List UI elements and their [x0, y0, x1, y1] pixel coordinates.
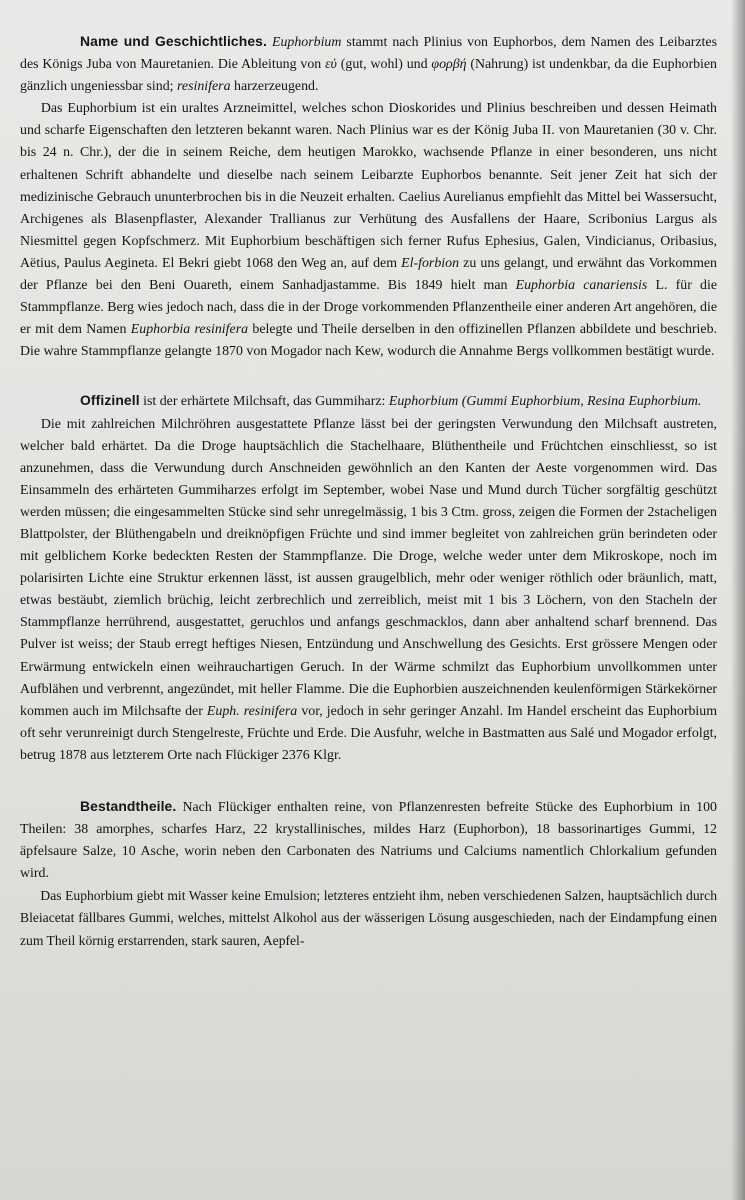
text: stammt nach Plinius von Euphorbos, dem Namen des Leibarztes des Königs Juba von Mauretanien. Die Ableitung von: [20, 35, 717, 73]
paragraph: [20, 30, 717, 98]
section-offizinell: [20, 389, 717, 767]
text-italic: Euphorbia canariensis: [515, 278, 648, 294]
text: Das Euphorbium ist ein uraltes Arzneimittel, welches schon Dioskorides und Plinius beschreiben und dessen Heimath und scharfe Eigenschaften den letzteren bekannt waren. Nach Plinius war es der König Juba II. von Mauretanien (30 v. Chr. bis 24 n. Chr.), der die in seinem Reiche, dem heutigen Marokko, wachsende Pflanze in einer besonderen, uns nicht erhaltenen Schrift abhandelte und dieselbe nach seinem Leibarzte Euphorbos benannte. Seit jener Zeit hat sich der medizinische Gebrauch ununterbrochen bis in die Neuzeit erhalten. Caelius Aurelianus empfiehlt das Mittel bei Wassersucht, Archigenes als Blasenpflaster, Alexander Trallianus zur Verhütung des Ausfallens der Haare, Scribonius Largus als Niesmittel gegen Kopfschmerz. Mit Euphorbium beschäftigen sich ferner Rufus Ephesius, Galen, Vindicianus, Oribasius, Aëtius, Paulus Aegineta. El Bekri giebt 1068 den Weg an, auf dem: [20, 101, 717, 271]
paragraph: [20, 389, 717, 413]
text: (gut, wohl) und: [336, 57, 432, 73]
text-italic: El-forbion: [401, 255, 460, 271]
section-heading: Offizinell: [80, 392, 140, 409]
text: ist der erhärtete Milchsaft, das Gummiharz:: [139, 394, 389, 410]
text-italic: resinifera: [177, 79, 231, 95]
section-heading: Name und Geschichtliches.: [80, 33, 267, 49]
text: Nach Flückiger enthalten reine, von Pflanzenresten befreite Stücke des Euphorbium in 100 Theilen: 38 amorphes, scharfes Harz, 22 krystallinisches, mildes Harz (Euphorbon), 18 bassorinartiges Gummi, 12 äpfelsaure Salze, 10 Asche, worin neben den Carbonaten des Natriums und Calciums namentlich Chlorkalium gefunden wird.: [20, 800, 717, 882]
text-greek: φορβή: [431, 57, 467, 73]
section-bestandtheile: [20, 795, 717, 952]
text: harzerzeugend.: [230, 79, 319, 95]
section-heading: Bestandtheile.: [80, 798, 177, 814]
text-greek: εὐ: [325, 57, 337, 73]
text: Das Euphorbium giebt mit Wasser keine Emulsion; letzteres entzieht ihm, neben verschiedenen Salzen, hauptsächlich durch Bleiacetat fällbares Gummi, welches, mittelst Alkohol aus der wässerigen Lösung ausgeschieden, nach der Eindampfung einen zum Theil körnig erstarrenden, stark sauren, Aepfel-: [20, 888, 717, 948]
text: Die mit zahlreichen Milchröhren ausgestattete Pflanze lässt bei der geringsten Verwundung den Milchsaft austreten, welcher bald erhärtet. Da die Droge hauptsächlich die Stachelhaare, Blüthentheile und Früchtchen einschliesst, so ist anzunehmen, dass die Verwundung durch Anschneiden gewöhnlich an den Kanten der Aeste vorgenommen wird. Das Einsammeln des erhärteten Gummiharzes erfolgt im September, wobei Nase und Mund durch Tücher sorgfältig geschützt werden müssen; die eingesammelten Stücke sind sehr unregelmässig, 1 bis 3 Ctm. gross, zeigen die Formen der 2stacheligen Blattpolster, der Blüthengabeln und dreiknöpfigen Früchte und sind immer begleitet von zahlreichen grün berindeten oder mit gelblichem Korke bedeckten Resten der Stammpflanze. Die Droge, welche weder unter dem Mikroskope, noch im polarisirten Lichte eine Struktur erkennen lässt, ist aussen graugelblich, mehr oder weniger röthlich oder bräunlich, matt, etwas bestäubt, ziemlich brüchig, leicht zerbrechlich und zerreiblich, meist mit 1 bis 3 Löchern, von den Stacheln der Stammpflanze herrührend, ausgestattet, geruchlos und anfangs geschmacklos, dann aber anhaltend scharf brennend. Das Pulver ist weiss; der Staub erregt heftiges Niesen, Entzündung und Anschwellung des Gesichts. Erst grössere Mengen oder Erwärmung entwickeln einen weihrauchartigen Geruch. In der Wärme schmilzt das Euphorbium unvollkommen unter Aufblähen und verbrennt, angezündet, mit heller Flamme. Die die Euphorbien auszeichnenden keulenförmigen Stärkekörner kommen auch im Milchsafte der: [20, 416, 717, 719]
text-italic: Euph. resinifera: [206, 703, 298, 719]
paragraph: [20, 98, 717, 363]
paragraph: [20, 414, 717, 768]
section-name-und-geschichtliches: [20, 30, 717, 363]
text-italic: Euphorbium: [271, 35, 342, 50]
text-italic: Euphorbium (Gummi Euphorbium, Resina Euphorbium.: [388, 394, 702, 410]
text: vor, jedoch in sehr geringer Anzahl. Im Handel erscheint das Euphorbium oft sehr verunreinigt durch Stengelreste, Früchte und Erde. Die Ausfuhr, welche in Bastmatten aus Salé und Mogador erfolgt, betrug 1878 aus letzterem Orte nach Flückiger 2376 Klgr.: [20, 703, 717, 763]
paragraph: [20, 795, 717, 885]
section-spacer: [20, 363, 717, 389]
section-spacer: [20, 767, 717, 795]
paragraph: [20, 885, 717, 951]
text-italic: Euphorbia resinifera: [130, 322, 249, 338]
text: (Nahrung) ist undenkbar, da die Euphorbien gänzlich ungeniessbar sind;: [20, 57, 718, 95]
text: belegte und Theile derselben in den offizinellen Pflanzen abbildete und beschrieb. Die wahre Stammpflanze gelangte 1870 von Mogador nach Kew, wodurch die Annahme Bergs vollkommen bestätigt wurde.: [20, 322, 717, 360]
text: L. für die Stammpflanze. Berg wies jedoch nach, dass die in der Droge vorkommenden Pflanzentheile einer anderen Art angehören, die er mit dem Namen: [20, 278, 717, 338]
text: zu uns gelangt, und erwähnt das Vorkommen der Pflanze bei den Beni Ouareth, einem Sanhadjastamme. Bis 1849 hielt man: [20, 255, 717, 294]
